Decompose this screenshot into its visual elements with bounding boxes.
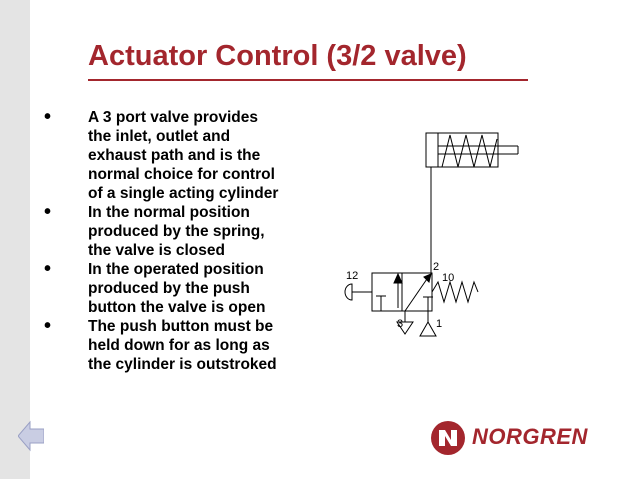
bullet-line: The push button must be bbox=[88, 318, 274, 335]
title-underline bbox=[88, 79, 528, 81]
page-title: Actuator Control (3/2 valve) bbox=[88, 40, 467, 72]
port-label-12: 12 bbox=[346, 270, 359, 282]
bullet-line: A 3 port valve provides bbox=[88, 109, 258, 126]
valve-return-spring bbox=[432, 282, 478, 302]
left-side-band bbox=[0, 0, 30, 479]
single-acting-cylinder bbox=[426, 133, 518, 176]
bullet-line: button the valve is open bbox=[88, 299, 266, 316]
bullet-line: of a single acting cylinder bbox=[88, 185, 279, 202]
bullet-line: the inlet, outlet and bbox=[88, 128, 231, 145]
flow-arrow-open-head bbox=[394, 274, 402, 283]
exhaust-path bbox=[405, 276, 429, 311]
bullet-dot: • bbox=[44, 106, 52, 128]
push-button-icon bbox=[345, 284, 352, 300]
port-label-3: 3 bbox=[397, 318, 404, 330]
valve-cylinder-diagram bbox=[330, 125, 530, 355]
port-label-10: 10 bbox=[442, 272, 455, 284]
supply-triangle bbox=[420, 322, 436, 336]
bullet-dot: • bbox=[44, 315, 52, 337]
bullet-line: held down for as long as bbox=[88, 337, 270, 354]
bullet-item bbox=[44, 317, 319, 374]
bullet-line: normal choice for control bbox=[88, 166, 275, 183]
bullet-line: produced by the spring, bbox=[88, 223, 265, 240]
bullet-line: exhaust path and is the bbox=[88, 147, 261, 164]
port-label-1: 1 bbox=[436, 318, 443, 330]
cylinder-return-spring bbox=[442, 135, 497, 167]
bullet-line: produced by the push bbox=[88, 280, 250, 297]
bullet-item bbox=[44, 260, 319, 317]
bullet-list bbox=[44, 108, 319, 374]
bullet-line: In the operated position bbox=[88, 261, 264, 278]
bullet-line: In the normal position bbox=[88, 204, 250, 221]
bullet-line: the valve is closed bbox=[88, 242, 225, 259]
bullet-line: the cylinder is outstroked bbox=[88, 356, 277, 373]
bullet-item bbox=[44, 203, 319, 260]
logo-wordmark: NORGREN bbox=[472, 424, 588, 449]
bullet-dot: • bbox=[44, 201, 52, 223]
back-arrow-icon[interactable] bbox=[18, 418, 44, 454]
exhaust-path-head bbox=[424, 274, 431, 282]
bullet-item bbox=[44, 108, 319, 203]
port-label-2: 2 bbox=[433, 261, 440, 273]
three-two-valve bbox=[345, 273, 478, 336]
bullet-dot: • bbox=[44, 258, 52, 280]
